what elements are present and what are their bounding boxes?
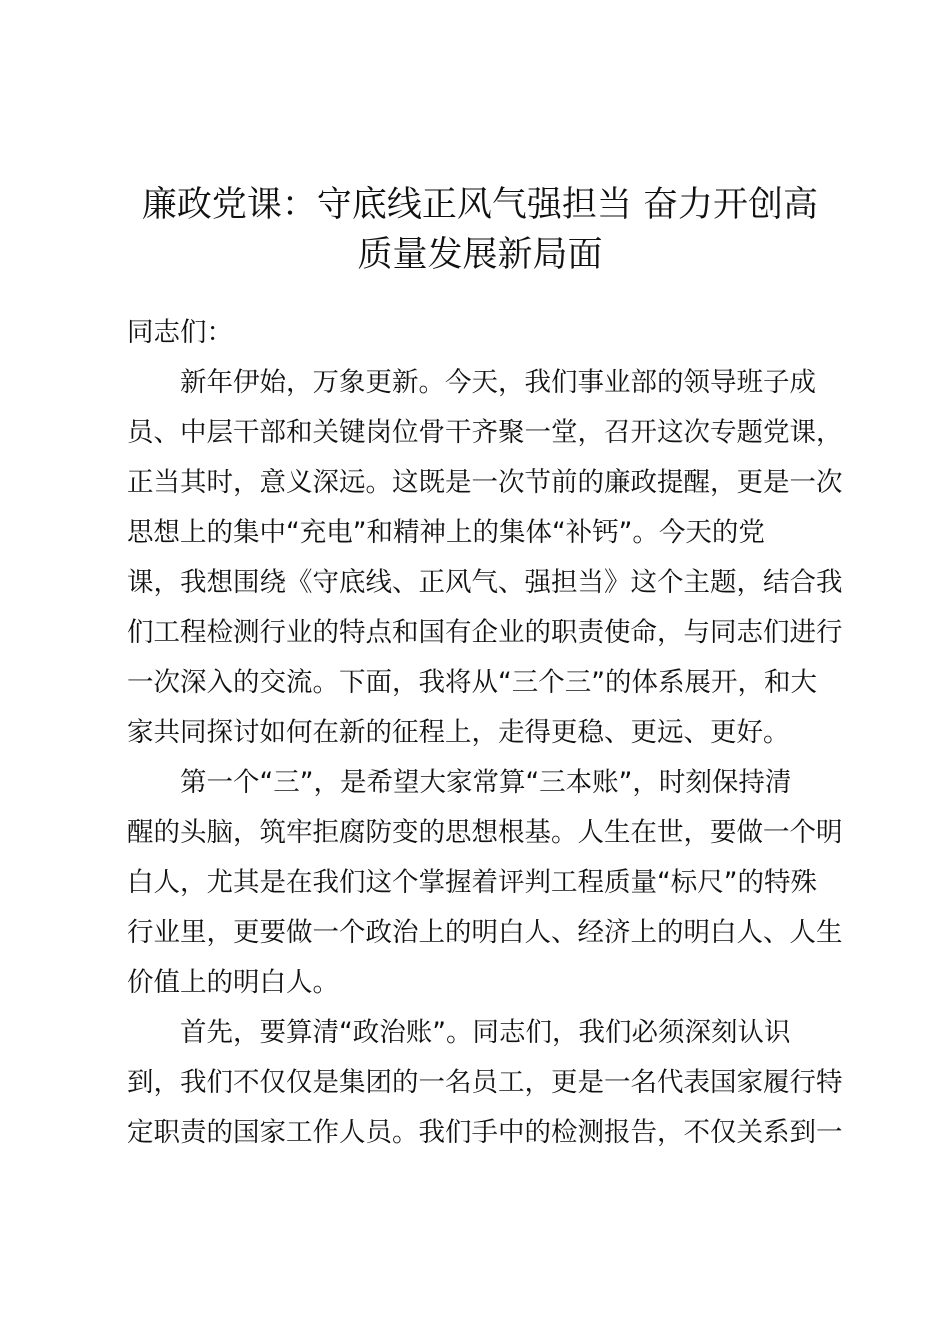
- paragraph-line: 思想上的集中“充电”和精神上的集体“补钙”。今天的党: [127, 517, 765, 548]
- paragraph-line: 白人，尤其是在我们这个掌握着评判工程质量“标尺”的特殊: [127, 867, 817, 898]
- paragraph-line: 新年伊始，万象更新。今天，我们事业部的领导班子成: [180, 367, 816, 398]
- document-title: [120, 180, 840, 280]
- document-body: [127, 308, 843, 1158]
- paragraph-line: 一次深入的交流。下面，我将从“三个三”的体系展开，和大: [127, 667, 817, 698]
- paragraph-line: 行业里，更要做一个政治上的明白人、经济上的明白人、人生: [127, 917, 843, 948]
- salutation: 同志们：: [127, 317, 233, 348]
- paragraph-line: 价值上的明白人。: [127, 967, 339, 998]
- paragraph-first-three: [127, 758, 843, 1008]
- paragraph-line: 课，我想围绕《守底线、正风气、强担当》这个主题，结合我: [127, 567, 843, 598]
- paragraph-line: 到，我们不仅仅是集团的一名员工，更是一名代表国家履行特: [127, 1067, 843, 1098]
- paragraph-line: 正当其时，意义深远。这既是一次节前的廉政提醒，更是一次: [127, 467, 843, 498]
- title-line-2: 质量发展新局面: [357, 235, 603, 275]
- paragraph-line: 家共同探讨如何在新的征程上，走得更稳、更远、更好。: [127, 717, 790, 748]
- paragraph-line: 首先，要算清“政治账”。同志们，我们必须深刻认识: [180, 1017, 791, 1048]
- paragraph-line: 们工程检测行业的特点和国有企业的职责使命，与同志们进行: [127, 617, 843, 648]
- paragraph-political-account: [127, 1008, 843, 1158]
- paragraph-line: 第一个“三”，是希望大家常算“三本账”，时刻保持清: [180, 767, 792, 798]
- paragraph-line: 定职责的国家工作人员。我们手中的检测报告，不仅关系到一: [127, 1117, 843, 1148]
- paragraph-line: 醒的头脑，筑牢拒腐防变的思想根基。人生在世，要做一个明: [127, 817, 843, 848]
- title-line-1: 廉政党课：守底线正风气强担当 奋力开创高: [141, 185, 819, 225]
- paragraph-opening: [127, 358, 843, 758]
- paragraph-line: 员、中层干部和关键岗位骨干齐聚一堂，召开这次专题党课，: [127, 417, 843, 448]
